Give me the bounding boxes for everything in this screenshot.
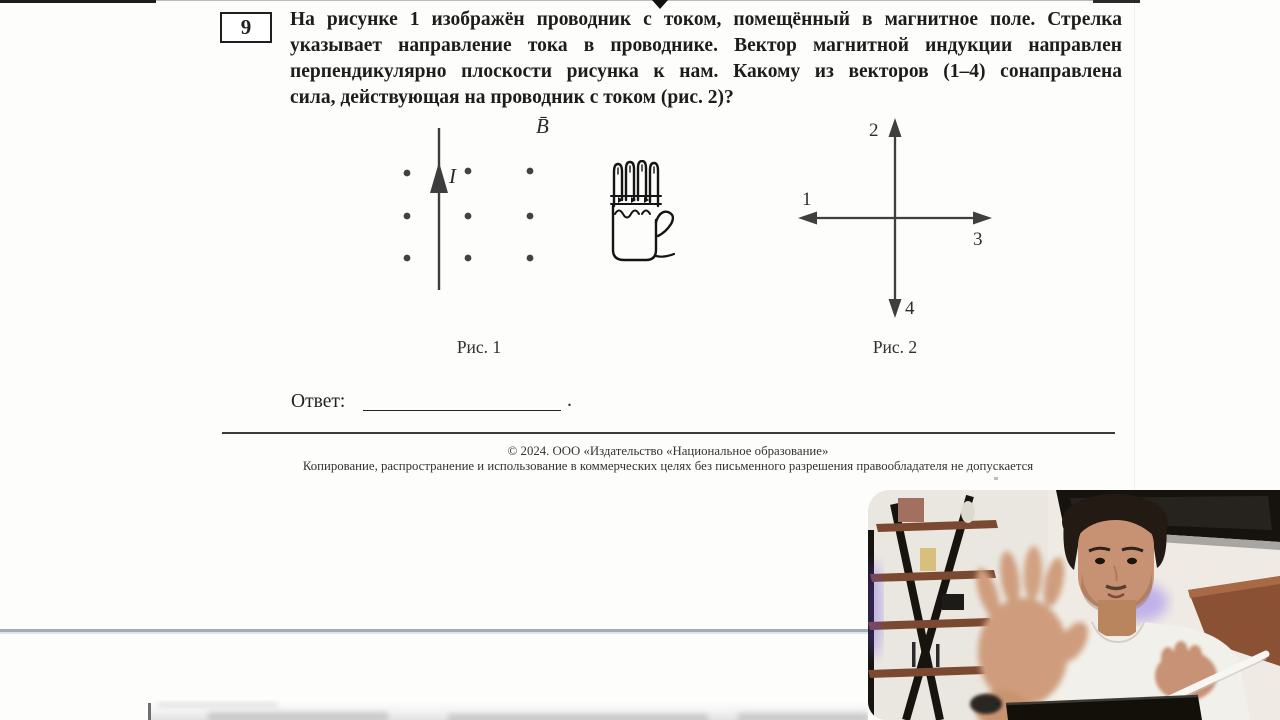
webcam-overlay: [868, 490, 1280, 720]
vector-up-arrow-icon: [889, 118, 902, 137]
eye: [1095, 558, 1105, 564]
problem-text: [290, 7, 1122, 111]
figure1-current-label: I: [449, 164, 456, 188]
shelf-bust-item: [961, 501, 975, 523]
answer-period: .: [567, 389, 572, 411]
top-edge-dark-segment-left: [0, 0, 156, 3]
next-page-edge-strip: [148, 700, 868, 720]
footnote-mark: [994, 477, 998, 480]
answer-blank-line: [363, 409, 561, 411]
webcam-scene: [868, 490, 1280, 720]
problem-text-line-1: На рисунке 1 изображён проводник с током, помещённый в магнитное поле. Стрелка: [290, 9, 1122, 30]
shelf-frame-item: [898, 498, 924, 522]
figure1-field-vector-label: B̄: [536, 114, 549, 138]
vector-right-arrow-icon: [973, 212, 992, 225]
page-smudge: [158, 702, 278, 707]
page-smudge: [208, 712, 388, 720]
problem-number: 9: [240, 15, 252, 39]
shelf-card-item: [920, 548, 936, 571]
figure2-label-right: 3: [973, 229, 983, 250]
neck: [1098, 600, 1136, 636]
answer-label: Ответ:: [291, 391, 346, 412]
figure2-label-left: 1: [802, 189, 812, 210]
vector-down-arrow-icon: [889, 299, 902, 318]
copyright-line-1: © 2024. ООО «Издательство «Национальное образование»: [507, 444, 829, 458]
problem-text-line-4: сила, действующая на проводник с током (рис. 2)?: [290, 87, 734, 108]
problem-text-line-3: перпендикулярно плоскости рисунка к нам. Какому из векторов (1–4) сонаправлена: [290, 61, 1122, 82]
top-edge-dark-segment-right: [1093, 0, 1140, 3]
page-smudge: [738, 713, 868, 720]
figure2-vectors-drawing: [790, 110, 1000, 325]
problem-text-line-2: указывает направление тока в проводнике. Вектор магнитной индукции направлен: [290, 35, 1122, 56]
figure2-label-up: 2: [869, 120, 879, 141]
problem-number-box: [220, 12, 272, 43]
copyright-line-2: Копирование, распространение и использование в коммерческих целях без письменного разрешения правообладателя не допускается: [302, 459, 1034, 473]
figure1-caption: Рис. 1: [456, 337, 502, 357]
page-smudge: [448, 714, 708, 720]
eye: [1127, 558, 1137, 564]
shelf-camera-item: [942, 594, 964, 610]
wristband: [970, 694, 1002, 714]
current-arrow-icon: [430, 162, 448, 193]
next-page-left-edge: [148, 703, 151, 720]
figure2-label-down: 4: [905, 298, 915, 319]
figure2-caption: Рис. 2: [872, 337, 918, 357]
field-dots-out-of-page-icon: [404, 168, 534, 262]
top-edge-line: [0, 0, 1140, 1]
footer-rule: [222, 432, 1115, 434]
vector-left-arrow-icon: [798, 212, 817, 225]
right-hand-rule-doodle: [606, 160, 680, 266]
